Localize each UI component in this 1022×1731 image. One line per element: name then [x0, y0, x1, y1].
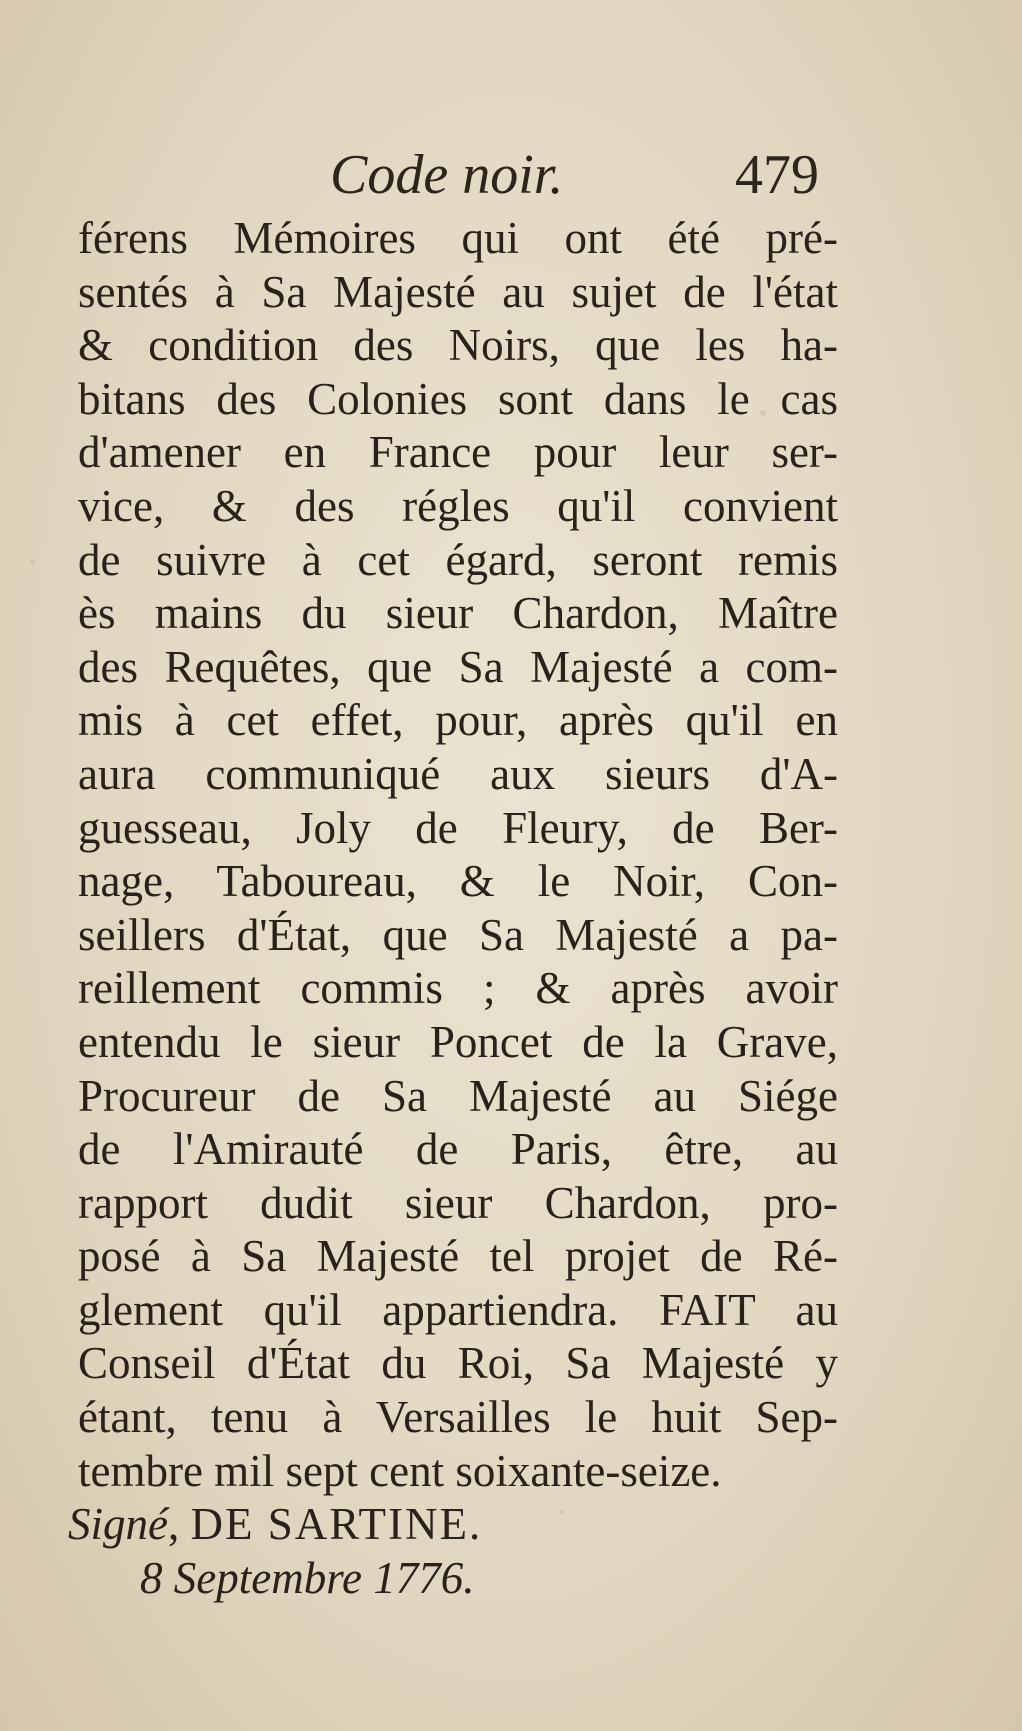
text-line: aura communiqué aux sieurs d'A-: [78, 748, 838, 799]
text-line: Conseil d'État du Roi, Sa Majesté y: [78, 1338, 838, 1389]
text-line: vice, & des régles qu'il convient: [78, 480, 838, 531]
text-line: de suivre à cet égard, seront remis: [78, 534, 838, 585]
body-text: [78, 212, 838, 1498]
signature-separator: ,: [167, 1499, 180, 1549]
paper-stain: [30, 560, 35, 565]
text-line: de l'Amirauté de Paris, être, au: [78, 1124, 838, 1175]
text-line: reillement commis ; & après avoir: [78, 963, 838, 1014]
text-line: & condition des Noirs, que les ha-: [78, 320, 838, 371]
text-line: ès mains du sieur Chardon, Maître: [78, 588, 838, 639]
running-title: Code noir.: [330, 144, 564, 206]
text-line: des Requêtes, que Sa Majesté a com-: [78, 641, 838, 692]
signature-line: [68, 1497, 482, 1551]
text-line: seillers d'État, que Sa Majesté a pa-: [78, 909, 838, 960]
page-header: [330, 140, 850, 210]
text-line: entendu le sieur Poncet de la Grave,: [78, 1016, 838, 1067]
text-line: nage, Taboureau, & le Noir, Con-: [78, 856, 838, 907]
text-line: guesseau, Joly de Fleury, de Ber-: [78, 802, 838, 853]
text-line: bitans des Colonies sont dans le cas: [78, 373, 838, 424]
text-line: tembre mil sept cent soixante-seize.: [78, 1445, 722, 1496]
text-line: Procureur de Sa Majesté au Siége: [78, 1070, 838, 1121]
page-number: 479: [735, 144, 819, 206]
text-line: rapport dudit sieur Chardon, pro-: [78, 1177, 838, 1228]
text-line: glement qu'il appartiendra. FAIT au: [78, 1284, 838, 1335]
signatory-name: DE SARTINE.: [190, 1499, 483, 1549]
text-line: étant, tenu à Versailles le huit Sep-: [78, 1392, 838, 1443]
text-line: sentés à Sa Majesté au sujet de l'état: [78, 266, 838, 317]
text-line: posé à Sa Majesté tel projet de Ré-: [78, 1231, 838, 1282]
signed-label: Signé: [68, 1499, 168, 1549]
text-line: mis à cet effet, pour, après qu'il en: [78, 695, 838, 746]
paper-stain: [560, 1510, 564, 1514]
text-line: d'amener en France pour leur ser-: [78, 427, 838, 478]
text-line: férens Mémoires qui ont été pré-: [78, 213, 838, 263]
date-line: 8 Septembre 1776.: [140, 1553, 475, 1603]
